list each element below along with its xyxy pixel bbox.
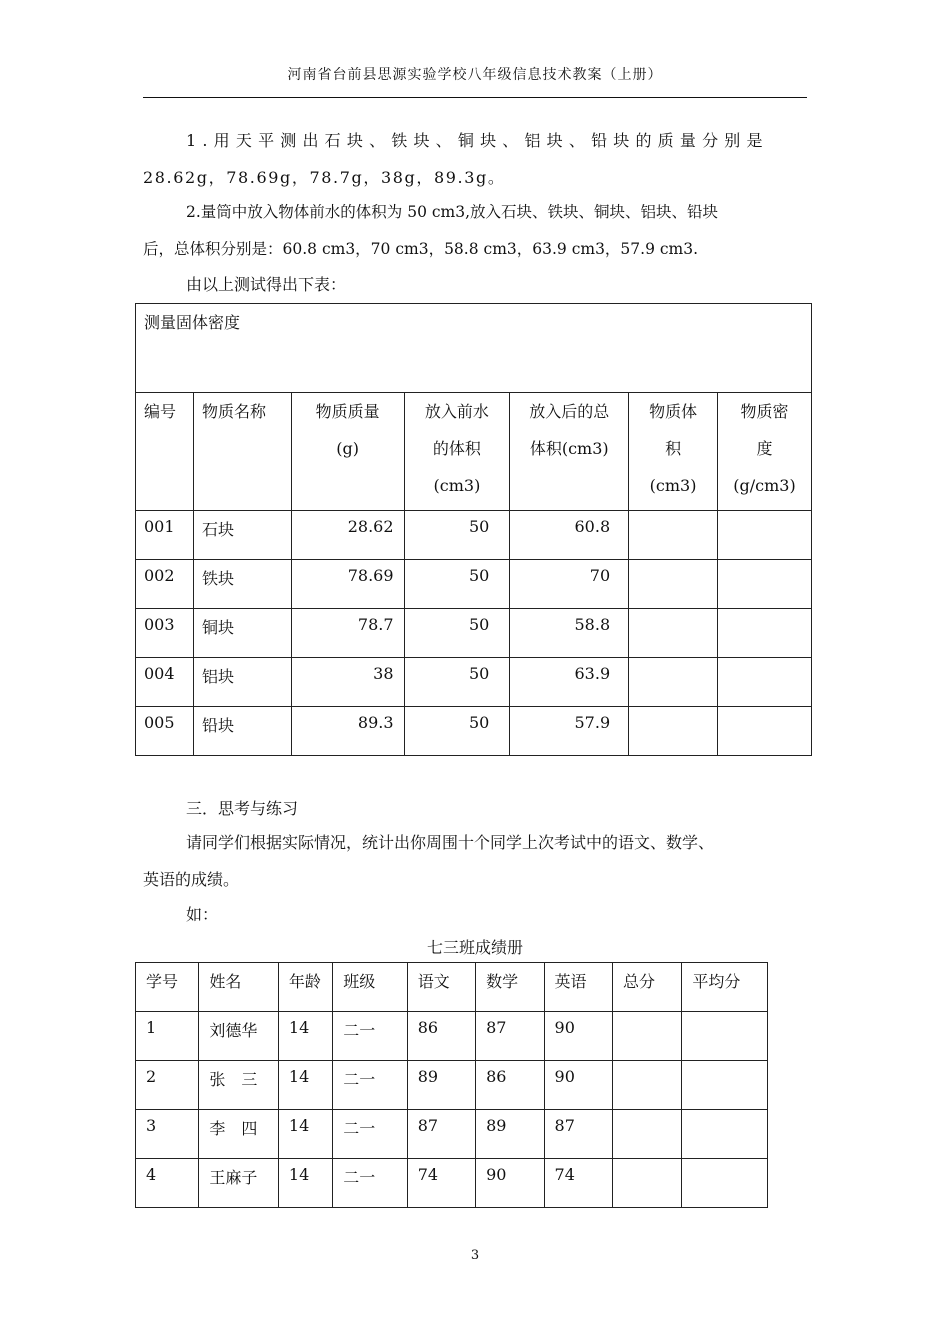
density-table-row bbox=[136, 658, 812, 707]
grade-cell: 刘德华 bbox=[199, 1012, 279, 1061]
density-cell-density bbox=[718, 609, 812, 658]
density-table-header-row bbox=[136, 393, 812, 511]
density-cell-after: 70 bbox=[510, 560, 629, 609]
grade-cell: 14 bbox=[278, 1012, 332, 1061]
grade-cell bbox=[612, 1110, 681, 1159]
density-cell-before: 50 bbox=[404, 560, 510, 609]
grade-header-cell: 姓名 bbox=[199, 963, 279, 1012]
density-header-line: 积 bbox=[665, 439, 682, 458]
grade-header-cell: 数学 bbox=[476, 963, 544, 1012]
grade-cell bbox=[682, 1110, 768, 1159]
density-cell-after: 57.9 bbox=[510, 707, 629, 756]
density-header-line: (cm3) bbox=[649, 476, 697, 495]
density-cell-name: 铜块 bbox=[193, 609, 291, 658]
grade-table-row bbox=[136, 1061, 768, 1110]
grade-header-cell: 平均分 bbox=[682, 963, 768, 1012]
grade-cell: 87 bbox=[407, 1110, 475, 1159]
grade-cell: 90 bbox=[544, 1012, 612, 1061]
grade-cell: 二一 bbox=[333, 1012, 407, 1061]
density-cell-volume bbox=[629, 658, 718, 707]
density-cell-id: 001 bbox=[136, 511, 194, 560]
grade-cell bbox=[682, 1012, 768, 1061]
paragraph-2-line-1: 2.量筒中放入物体前水的体积为 50 cm3,放入石块、铁块、铜块、铝块、铅块 bbox=[186, 203, 719, 221]
density-header-line: 放入后的总 bbox=[529, 402, 610, 421]
grade-cell: 14 bbox=[278, 1110, 332, 1159]
grade-table-header-row bbox=[136, 963, 768, 1012]
density-cell-before: 50 bbox=[404, 658, 510, 707]
grade-cell: 张 三 bbox=[199, 1061, 279, 1110]
density-header-line: 物质密 bbox=[740, 402, 789, 421]
density-header-line: 物质体 bbox=[649, 402, 698, 421]
density-header-cell bbox=[291, 393, 404, 511]
density-cell-mass: 89.3 bbox=[291, 707, 404, 756]
grade-cell: 86 bbox=[407, 1012, 475, 1061]
grade-cell bbox=[612, 1159, 681, 1208]
density-cell-volume bbox=[629, 707, 718, 756]
page-header: 河南省台前县思源实验学校八年级信息技术教案（上册） bbox=[287, 67, 663, 83]
density-cell-density bbox=[718, 658, 812, 707]
grade-cell: 4 bbox=[136, 1159, 199, 1208]
grade-cell: 二一 bbox=[333, 1061, 407, 1110]
grade-cell: 1 bbox=[136, 1012, 199, 1061]
density-cell-name: 铁块 bbox=[193, 560, 291, 609]
density-cell-id: 005 bbox=[136, 707, 194, 756]
grade-cell bbox=[682, 1159, 768, 1208]
section-3-line-1: 请同学们根据实际情况，统计出你周围十个同学上次考试中的语文、数学、 bbox=[186, 833, 715, 852]
page-number: 3 bbox=[470, 1248, 480, 1263]
grade-table-title: 七三班成绩册 bbox=[426, 938, 523, 957]
density-header-line: (g/cm3) bbox=[733, 476, 796, 495]
density-cell-name: 铝块 bbox=[193, 658, 291, 707]
paragraph-1-line-1: 1.用天平测出石块、铁块、铜块、铝块、铅块的质量分别是 bbox=[186, 131, 769, 150]
density-header-line: 编号 bbox=[144, 402, 177, 421]
density-table bbox=[135, 303, 812, 756]
density-header-cell bbox=[404, 393, 510, 511]
grade-cell: 89 bbox=[476, 1110, 544, 1159]
density-header-line: 度 bbox=[756, 439, 773, 458]
grade-cell: 王麻子 bbox=[199, 1159, 279, 1208]
density-header-cell bbox=[193, 393, 291, 511]
density-header-line: (cm3) bbox=[433, 476, 481, 495]
density-cell-mass: 78.69 bbox=[291, 560, 404, 609]
grade-cell: 74 bbox=[407, 1159, 475, 1208]
grade-cell: 二一 bbox=[333, 1110, 407, 1159]
grade-table-row bbox=[136, 1012, 768, 1061]
density-header-cell bbox=[629, 393, 718, 511]
grade-cell: 14 bbox=[278, 1159, 332, 1208]
grade-cell bbox=[682, 1061, 768, 1110]
density-table-row bbox=[136, 609, 812, 658]
grade-cell: 3 bbox=[136, 1110, 199, 1159]
density-cell-id: 002 bbox=[136, 560, 194, 609]
density-cell-before: 50 bbox=[404, 511, 510, 560]
density-header-line: 物质质量 bbox=[315, 402, 380, 421]
density-header-line: 体积(cm3) bbox=[529, 439, 609, 458]
density-header-cell bbox=[510, 393, 629, 511]
density-cell-after: 58.8 bbox=[510, 609, 629, 658]
density-cell-volume bbox=[629, 609, 718, 658]
density-cell-density bbox=[718, 511, 812, 560]
grade-cell: 李 四 bbox=[199, 1110, 279, 1159]
density-header-line: 放入前水 bbox=[424, 402, 489, 421]
density-table-row bbox=[136, 707, 812, 756]
section-3-heading: 三．思考与练习 bbox=[186, 799, 299, 818]
grade-cell: 74 bbox=[544, 1159, 612, 1208]
grade-header-cell: 年龄 bbox=[278, 963, 332, 1012]
grade-cell: 87 bbox=[544, 1110, 612, 1159]
grade-header-cell: 英语 bbox=[544, 963, 612, 1012]
paragraph-2-line-2: 后，总体积分别是：60.8 cm3，70 cm3，58.8 cm3，63.9 cm3，57.9 cm3. bbox=[143, 240, 699, 258]
density-table-row bbox=[136, 511, 812, 560]
grade-cell: 86 bbox=[476, 1061, 544, 1110]
grade-table-row bbox=[136, 1110, 768, 1159]
density-header-line: 物质名称 bbox=[201, 402, 266, 421]
density-cell-after: 60.8 bbox=[510, 511, 629, 560]
paragraph-3: 由以上测试得出下表： bbox=[186, 275, 347, 294]
density-cell-name: 石块 bbox=[193, 511, 291, 560]
header-rule bbox=[143, 97, 807, 98]
density-cell-before: 50 bbox=[404, 707, 510, 756]
grade-cell bbox=[612, 1012, 681, 1061]
grade-header-cell: 班级 bbox=[333, 963, 407, 1012]
grade-cell bbox=[612, 1061, 681, 1110]
grade-header-cell: 语文 bbox=[407, 963, 475, 1012]
grade-header-cell: 学号 bbox=[136, 963, 199, 1012]
example-label: 如： bbox=[186, 905, 219, 924]
grade-cell: 87 bbox=[476, 1012, 544, 1061]
grade-cell: 14 bbox=[278, 1061, 332, 1110]
grade-cell: 89 bbox=[407, 1061, 475, 1110]
grade-cell: 90 bbox=[476, 1159, 544, 1208]
density-header-cell bbox=[136, 393, 194, 511]
density-cell-before: 50 bbox=[404, 609, 510, 658]
density-header-line: 的体积 bbox=[432, 439, 481, 458]
grade-cell: 90 bbox=[544, 1061, 612, 1110]
density-cell-mass: 78.7 bbox=[291, 609, 404, 658]
grade-table-row bbox=[136, 1159, 768, 1208]
density-cell-id: 004 bbox=[136, 658, 194, 707]
density-cell-density bbox=[718, 560, 812, 609]
grade-header-cell: 总分 bbox=[612, 963, 681, 1012]
density-cell-mass: 28.62 bbox=[291, 511, 404, 560]
density-header-line: (g) bbox=[336, 439, 359, 458]
density-cell-density bbox=[718, 707, 812, 756]
density-cell-after: 63.9 bbox=[510, 658, 629, 707]
paragraph-1-line-2: 28.62g，78.69g，78.7g，38g，89.3g。 bbox=[143, 168, 506, 187]
density-cell-mass: 38 bbox=[291, 658, 404, 707]
density-table-row bbox=[136, 560, 812, 609]
density-cell-id: 003 bbox=[136, 609, 194, 658]
density-cell-volume bbox=[629, 560, 718, 609]
density-header-cell bbox=[718, 393, 812, 511]
density-cell-volume bbox=[629, 511, 718, 560]
density-cell-name: 铅块 bbox=[193, 707, 291, 756]
density-table-title: 测量固体密度 bbox=[136, 304, 812, 393]
grade-table bbox=[135, 962, 768, 1208]
grade-cell: 二一 bbox=[333, 1159, 407, 1208]
section-3-line-2: 英语的成绩。 bbox=[143, 870, 240, 889]
grade-cell: 2 bbox=[136, 1061, 199, 1110]
